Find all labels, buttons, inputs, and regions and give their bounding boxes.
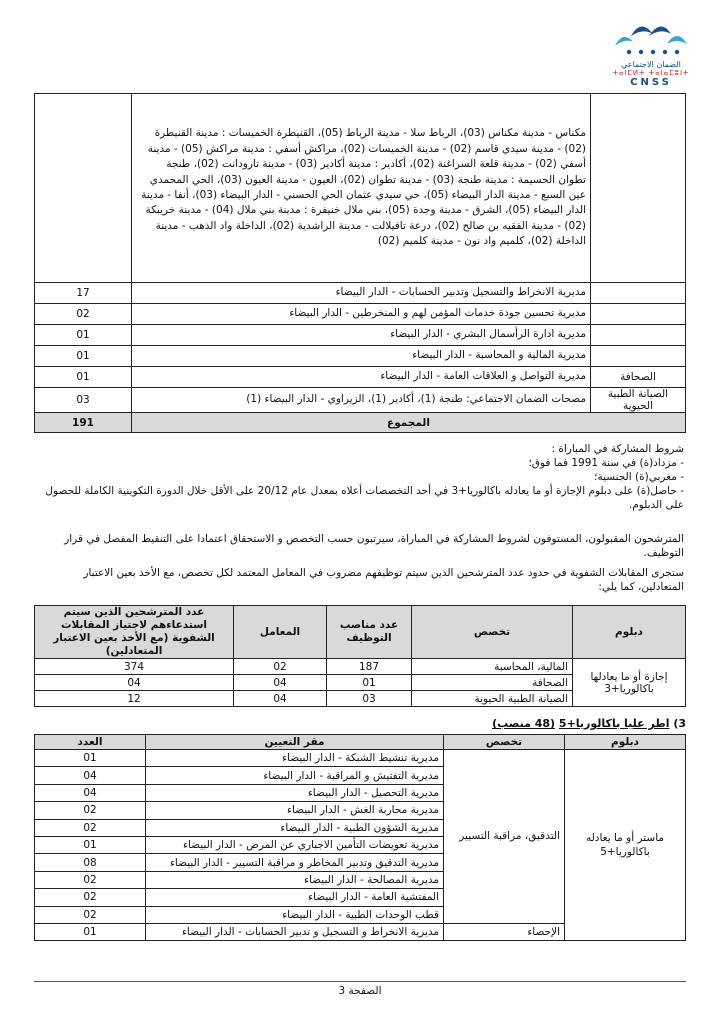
count-cell [35,94,132,283]
count-cell: 02 [35,871,146,888]
spec-cell: الإحصاء [444,923,565,940]
logo-name-tif: ⵜⴰⵏⵎⵍⵜ ⵜⴰⵏⴰⵎⵓⵏⵜ [612,69,690,77]
count-cell: 01 [35,367,132,388]
candidates-cell: 04 [35,675,234,691]
coef-cell: 02 [234,659,327,675]
header-candidates: عدد المترشحين الذين سيتم استدعاءهم لاجتياز المقابلات الشفوية (مع الأخذ بعين الاعتبار المتعادلين) [35,606,234,659]
section-title: اطر عليا باكالوريا+5 [558,717,670,730]
count-cell: 04 [35,784,146,801]
posts-cell: 01 [327,675,412,691]
logo-acronym: CNSS [630,77,672,88]
destination-cell: قطب الوحدات الطبية - الدار البيضاء [146,906,444,923]
table-row [35,388,686,413]
table-row [35,325,686,346]
page-number: الصفحة 3 [338,985,382,997]
count-cell: 02 [35,802,146,819]
count-cell: 01 [35,325,132,346]
cnss-logo [596,16,706,92]
posts-cell: 187 [327,659,412,675]
destination-cell: مديرية تعويضات التأمين الاجباري عن المرض - الدار البيضاء [146,836,444,853]
candidates-cell: 374 [35,659,234,675]
diploma-cell: ماستر أو ما يعادله باكالوريا+5 [565,750,686,941]
table-row [35,659,686,675]
condition-item: - مغربي(ة) الجنسية؛ [594,471,684,483]
header-dest: مقر التعيين [146,735,444,750]
count-cell: 02 [35,889,146,906]
destination-cell: مديرية التحصيل - الدار البيضاء [146,784,444,801]
destination-cell: مديرية الشؤون الطبية - الدار البيضاء [146,819,444,836]
footer-divider [34,981,686,982]
total-value: 191 [35,413,132,433]
spec-cell [591,325,686,346]
posts-table-continued [34,93,686,433]
table-row [35,304,686,325]
count-cell: 01 [35,923,146,940]
interviews-paragraph: ستجرى المقابلات الشفوية في حدود عدد المترشحين الذين سيتم توظيفهم مضروب في المعامل المعتمد لكل تخصص، مع الأخذ بعين الاعتبار المتعادلين، كما يلي: [83,567,684,593]
conditions-block [38,442,684,512]
spec-cell [591,283,686,304]
condition-item: - حاصل(ة) على دبلوم الإجازة أو ما يعادله باكالوريا+3 في أحد التخصصات أعلاه بمعدل عام 20/12 على الأقل خلال الدورة التكوينية الكاملة للحصول على الدبلوم. [45,485,684,511]
header-posts: عدد مناصب التوظيف [327,606,412,659]
count-cell: 03 [35,388,132,413]
count-cell: 17 [35,283,132,304]
condition-item: - مزداد(ة) في سنة 1991 فما فوق؛ [528,457,684,469]
coef-cell: 04 [234,675,327,691]
total-label: المجموع [132,413,686,433]
total-row [35,413,686,433]
count-cell: 01 [35,346,132,367]
destination-cell: مديرية التواصل و العلاقات العامة - الدار البيضاء [132,367,591,388]
header-num: العدد [35,735,146,750]
destination-cell: مديرية التدقيق وتدبير المخاطر و مراقبة التسيير - الدار البيضاء [146,854,444,871]
posts-cell: 03 [327,691,412,707]
table-row [35,346,686,367]
section-number: 3) [673,717,686,730]
posts-table-bac5 [34,734,686,941]
spec-cell: المالية، المحاسبة [412,659,573,675]
table-row [35,750,686,767]
destination-cell: مكناس - مدينة مكناس (03)، الرباط سلا - مدينة الرباط (05)، القنيطرة الخميسات : مدينة القنيطرة (02) - مدينة سيدي قاسم (02) - مدينة الخميسات (02)، مراكش أسفي : مدينة مراكش (05) - مدينة أسفي (02) - مدينة قلعة السراغنة (02)، أكادير : مدينة أكادير (03) - مدينة تارودانت (02)، طنجة تطوان الحسيمة : مدينة طنجة (03) - مدينة تطوان (02)، العيون - مدينة العيون (03)، الحي المحمدي عين السبع - مدينة الدار البيضاء (05)، حي سيدي عثمان الحي الحسني - الدار البيضاء (03)، أنفا - مدينة الدار البيضاء (05)، الشرق - مدينة وجدة (05)، بني ملال خنيفرة : مدينة بني ملال (04) - مدينة خريبكة (02) - مدينة الفقيه بن صالح (02)، درعة تافيلالت - مدينة الراشدية (02)، الداخلة واد الذهب - مدينة الداخلة (02)، كلميم واد نون - مدينة كلميم (02) [132,94,591,283]
cnss-emblem-icon [611,16,691,58]
count-cell: 02 [35,304,132,325]
spec-cell: الصحافة [412,675,573,691]
destination-cell: مديرية التفتيش و المراقبة - الدار البيضاء [146,767,444,784]
spec-cell [591,304,686,325]
header-diploma: دبلوم [573,606,686,659]
table-header-row [35,606,686,659]
section-3-heading [360,717,686,730]
destination-cell: مديرية تنشيط الشبكة - الدار البيضاء [146,750,444,767]
logo-name-ar: الضمان الاجتماعي [621,60,681,69]
count-cell: 02 [35,819,146,836]
spec-cell: الصحافة [591,367,686,388]
table-row [35,367,686,388]
destination-cell: مديرية المصالحة - الدار البيضاء [146,871,444,888]
spec-cell: التدقيق، مراقبة التسيير [444,750,565,924]
count-cell: 04 [35,767,146,784]
count-cell: 08 [35,854,146,871]
spec-cell: الصيانة الطبية الحيوية [591,388,686,413]
coef-cell: 04 [234,691,327,707]
header-spec: تخصص [444,735,565,750]
header-spec: تخصص [412,606,573,659]
count-cell: 02 [35,906,146,923]
candidates-cell: 12 [35,691,234,707]
spec-cell [591,94,686,283]
destination-cell: مديرية المالية و المحاسبة - الدار البيضاء [132,346,591,367]
table-header-row [35,735,686,750]
spec-cell [591,346,686,367]
count-cell: 01 [35,750,146,767]
destination-cell: مديرية الانخراط والتسجيل وتدبير الحسابات - الدار البيضاء [132,283,591,304]
destination-cell: مصحات الضمان الاجتماعي: طنجة (1)، أكادير (1)، الزيراوي - الدار البيضاء (1) [132,388,591,413]
diploma-cell: إجازة أو ما يعادلها باكالوريا+3 [573,659,686,707]
ranking-paragraph: المترشحون المقبولون، المستوفون لشروط المشاركة في المباراة، سيرتبون حسب التخصص و الاستحقاق اعتمادا على التنقيط المفصل في قرار التوظيف. [64,533,684,559]
destination-cell: المفتشية العامة - الدار البيضاء [146,889,444,906]
count-cell: 01 [35,836,146,853]
table-row [35,94,686,283]
header-coef: المعامل [234,606,327,659]
conditions-heading: شروط المشاركة في المباراة : [551,443,684,455]
section-count: (48 منصب) [492,717,556,730]
destination-cell: مديرية الانخراط و التسجيل و تدبير الحسابات - الدار البيضاء [146,923,444,940]
table-row [35,283,686,304]
destination-cell: مديرية تحسين جودة خدمات المؤمن لهم و المنخرطين - الدار البيضاء [132,304,591,325]
destination-cell: مديرية ادارة الرأسمال البشري - الدار البيضاء [132,325,591,346]
destination-cell: مديرية محاربة الغش - الدار البيضاء [146,802,444,819]
header-diploma: دبلوم [565,735,686,750]
interviews-table [34,605,686,707]
spec-cell: الصيانة الطبية الحيوية [412,691,573,707]
